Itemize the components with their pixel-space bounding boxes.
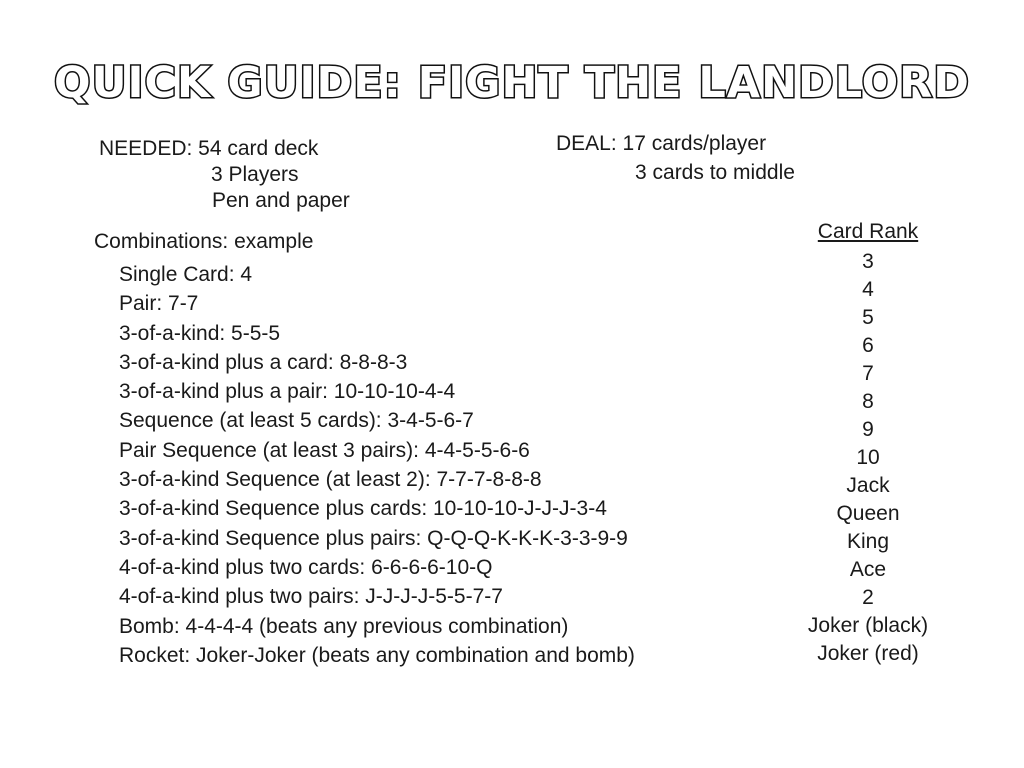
- list-item: 4-of-a-kind plus two cards: 6-6-6-6-10-Q: [119, 555, 493, 579]
- list-item: Joker (red): [817, 642, 919, 665]
- list-item: Bomb: 4-4-4-4 (beats any previous combination): [119, 614, 569, 638]
- list-item: 9: [862, 418, 874, 441]
- list-item: Ace: [849, 558, 887, 581]
- list-item: Pair: 7-7: [119, 292, 199, 316]
- list-item: 3-of-a-kind Sequence plus pairs: Q-Q-Q-K-K-K-3-3-9-9: [119, 526, 628, 550]
- list-item: Sequence (at least 5 cards): 3-4-5-6-7: [119, 409, 474, 433]
- deal-line-players: DEAL: 17 cards/player: [556, 132, 767, 155]
- needed-line-players: 3 Players: [211, 163, 299, 186]
- needed-line-deck: NEEDED: 54 card deck: [99, 137, 319, 160]
- card-rank-list: [768, 248, 968, 668]
- list-item: 4-of-a-kind plus two pairs: J-J-J-J-5-5-7-7: [119, 585, 503, 609]
- list-item: Queen: [836, 502, 900, 525]
- list-item: 3-of-a-kind: 5-5-5: [119, 321, 281, 345]
- list-item: Joker (black): [807, 614, 929, 637]
- list-item: King: [846, 530, 890, 553]
- list-item: 4: [862, 278, 874, 301]
- combinations-list: [119, 260, 635, 670]
- list-item: 3-of-a-kind Sequence plus cards: 10-10-10-J-J-J-3-4: [119, 497, 607, 521]
- list-item: 6: [862, 334, 874, 357]
- list-item: Rocket: Joker-Joker (beats any combination and bomb): [119, 643, 635, 667]
- list-item: Jack: [846, 474, 890, 497]
- list-item: 3-of-a-kind Sequence (at least 2): 7-7-7-8-8-8: [119, 468, 542, 492]
- list-item: Single Card: 4: [119, 263, 253, 286]
- list-item: 2: [862, 586, 874, 609]
- list-item: 10: [856, 446, 880, 469]
- combinations-header: Combinations: example: [94, 230, 314, 253]
- list-item: 3-of-a-kind plus a pair: 10-10-10-4-4: [119, 380, 456, 404]
- list-item: 5: [862, 306, 874, 329]
- list-item: 8: [862, 390, 874, 413]
- card-rank-header: Card Rank: [817, 220, 919, 243]
- list-item: Pair Sequence (at least 3 pairs): 4-4-5-5-6-6: [119, 438, 530, 462]
- needed-line-supplies: Pen and paper: [212, 189, 350, 212]
- list-item: 3: [862, 250, 874, 273]
- list-item: 7: [862, 362, 874, 385]
- list-item: 3-of-a-kind plus a card: 8-8-8-3: [119, 350, 408, 374]
- deal-line-middle: 3 cards to middle: [635, 161, 795, 184]
- page-title: QUICK GUIDE: FIGHT THE LANDLORD: [54, 58, 970, 108]
